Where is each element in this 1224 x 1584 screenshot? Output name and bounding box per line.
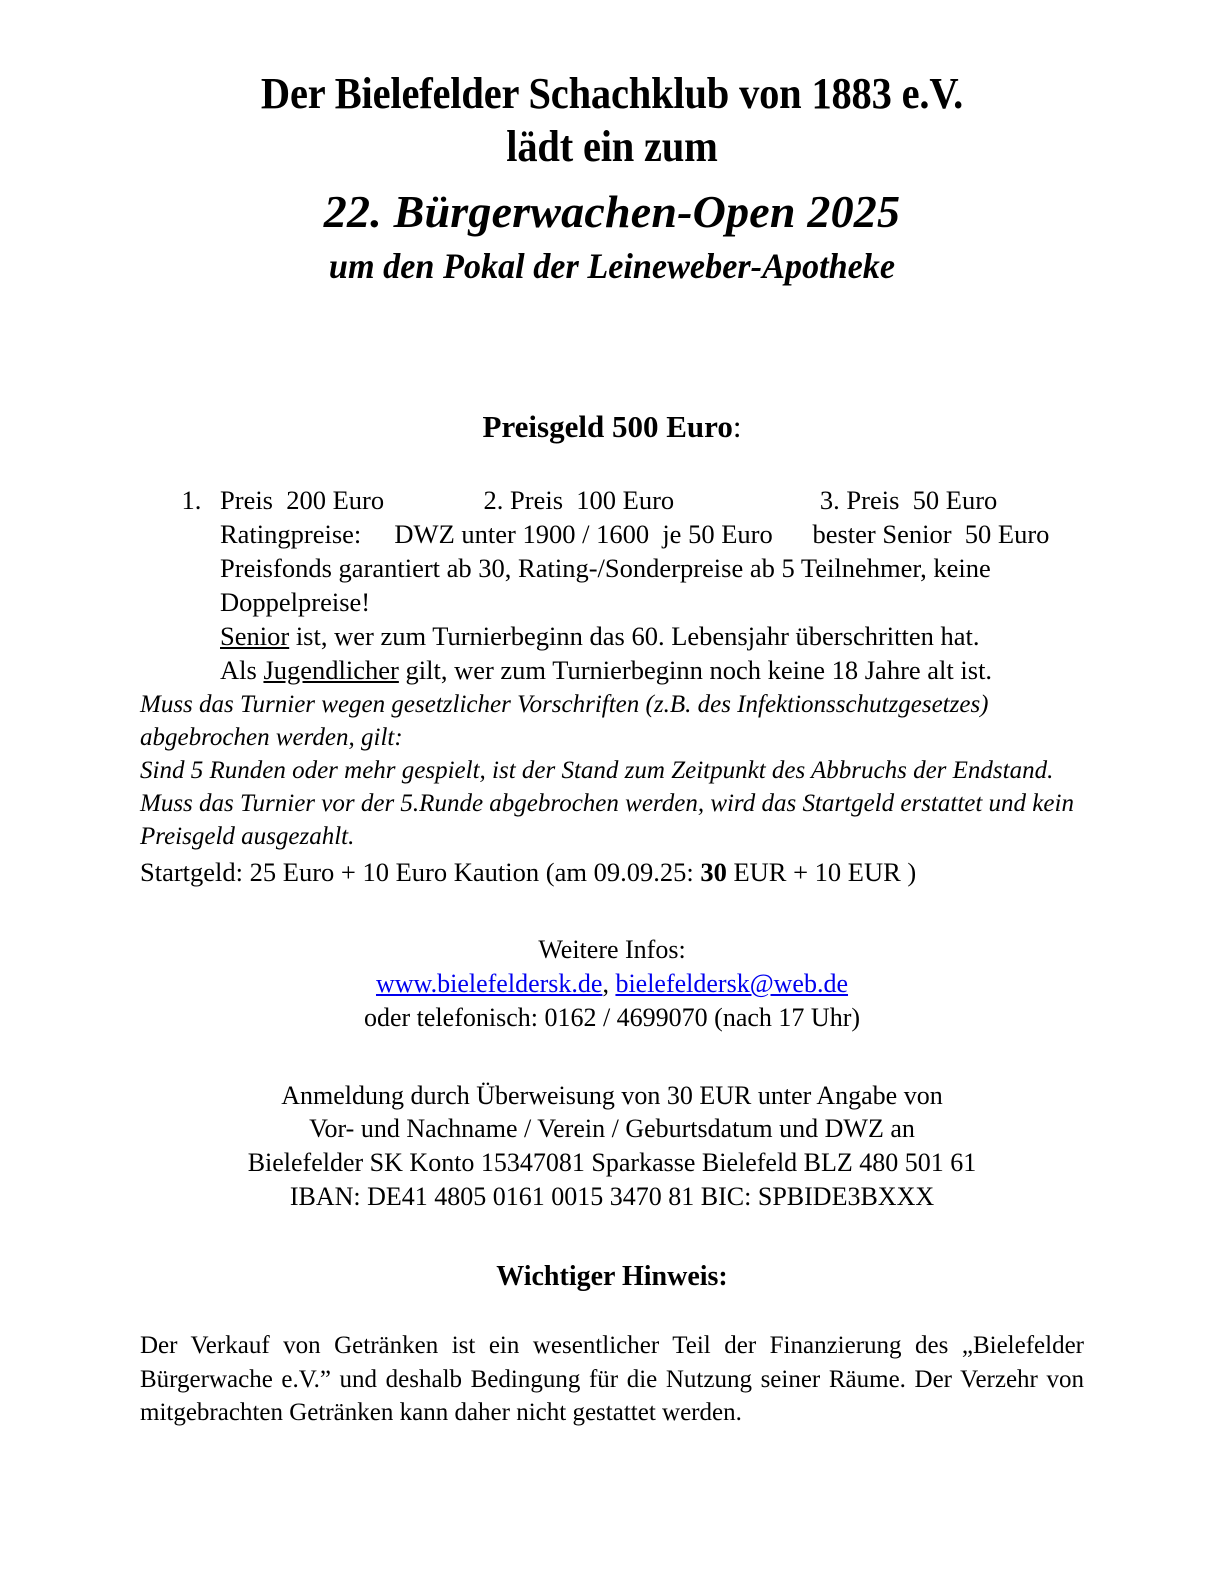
youth-definition-prefix: Als xyxy=(220,654,264,685)
iban-bic-line: IBAN: DE41 4805 0161 0015 3470 81 BIC: SPBIDE3BXXX xyxy=(289,1182,935,1212)
entry-fee-late-amount: 30 xyxy=(700,856,727,887)
cancellation-rules xyxy=(140,688,1084,853)
prize-money-heading-bold: Preisgeld 500 Euro xyxy=(482,409,733,445)
entry-fee-line xyxy=(140,855,1084,889)
prize-places-line: 1. Preis 200 Euro 2. Preis 100 Euro 3. Preis 50 Euro xyxy=(220,484,998,515)
youth-term: Jugendlicher xyxy=(263,654,399,685)
registration-line-1: Anmeldung durch Überweisung von 30 EUR unter Angabe von xyxy=(281,1080,943,1110)
club-name-line: Der Bielefelder Schachklub von 1883 e.V. xyxy=(260,69,964,118)
prize-money-heading-colon: : xyxy=(732,409,742,445)
prize-money-heading xyxy=(140,408,1084,445)
email-link[interactable]: bielefeldersk@web.de xyxy=(615,969,849,999)
prize-fund-line: Preisfonds garantiert ab 30, Rating-/Sonderpreise ab 5 Teilnehmer, keine Doppelpreise! xyxy=(220,552,998,617)
registration-bank-block xyxy=(140,1079,1084,1214)
prize-list xyxy=(140,483,1084,687)
flyer-header xyxy=(140,0,1084,288)
registration-line-2: Vor- und Nachname / Verein / Geburtsdatum und DWZ an xyxy=(309,1114,915,1144)
entry-fee-post: EUR + 10 EUR ) xyxy=(726,856,917,887)
phone-line: oder telefonisch: 0162 / 4699070 (nach 17 Uhr) xyxy=(363,1002,861,1032)
cancellation-after-five-rounds-line: Sind 5 Runden oder mehr gespielt, ist der Stand zum Zeitpunkt des Abbruchs der Endstand. xyxy=(140,756,1054,784)
senior-definition-line xyxy=(220,619,1084,653)
important-notice-heading: Wichtiger Hinweis: xyxy=(496,1260,728,1292)
prize-list-item xyxy=(208,483,1084,687)
cancellation-before-five-rounds-line: Muss das Turnier vor der 5.Runde abgebrochen werden, wird das Startgeld erstattet und kein Preisgeld ausgezahlt. xyxy=(140,789,1081,850)
bank-account-line: Bielefelder SK Konto 15347081 Sparkasse Bielefeld BLZ 480 501 61 xyxy=(247,1148,977,1178)
contact-info-block xyxy=(140,933,1084,1034)
cancellation-condition-line: Muss das Turnier wegen gesetzlicher Vorschriften (z.B. des Infektionsschutzgesetzes) abgebrochen werden, gilt: xyxy=(140,690,995,751)
rating-prizes-line: Ratingpreise: DWZ unter 1900 / 1600 je 50 Euro bester Senior 50 Euro xyxy=(220,518,1050,549)
website-link[interactable]: www.bielefeldersk.de xyxy=(375,969,603,999)
prize-details xyxy=(220,483,1084,687)
links-separator: , xyxy=(602,969,616,999)
event-subtitle: um den Pokal der Leineweber-Apotheke xyxy=(328,246,896,287)
event-title: 22. Bürgerwachen-Open 2025 xyxy=(323,186,901,238)
youth-definition-line xyxy=(220,653,1084,687)
contact-links-line xyxy=(140,967,1084,1001)
youth-definition-rest: gilt, wer zum Turnierbeginn noch keine 18 Jahre alt ist. xyxy=(398,654,993,685)
more-info-heading: Weitere Infos: xyxy=(538,935,686,965)
important-notice-text: Der Verkauf von Getränken ist ein wesentlicher Teil der Finanzierung des „Bielefelder Bürgerwache e.V.” und deshalb Bedingung für die Nutzung seiner Räume. Der Verzehr von mitgebrachten Getränken kann daher nicht gestattet werden. xyxy=(140,1332,1084,1426)
senior-term: Senior xyxy=(220,620,290,651)
entry-fee-pre: Startgeld: 25 Euro + 10 Euro Kaution (am 09.09.25: xyxy=(140,856,701,887)
invitation-line: lädt ein zum xyxy=(506,122,718,172)
senior-definition-rest: ist, wer zum Turnierbeginn das 60. Lebensjahr überschritten hat. xyxy=(289,620,980,651)
